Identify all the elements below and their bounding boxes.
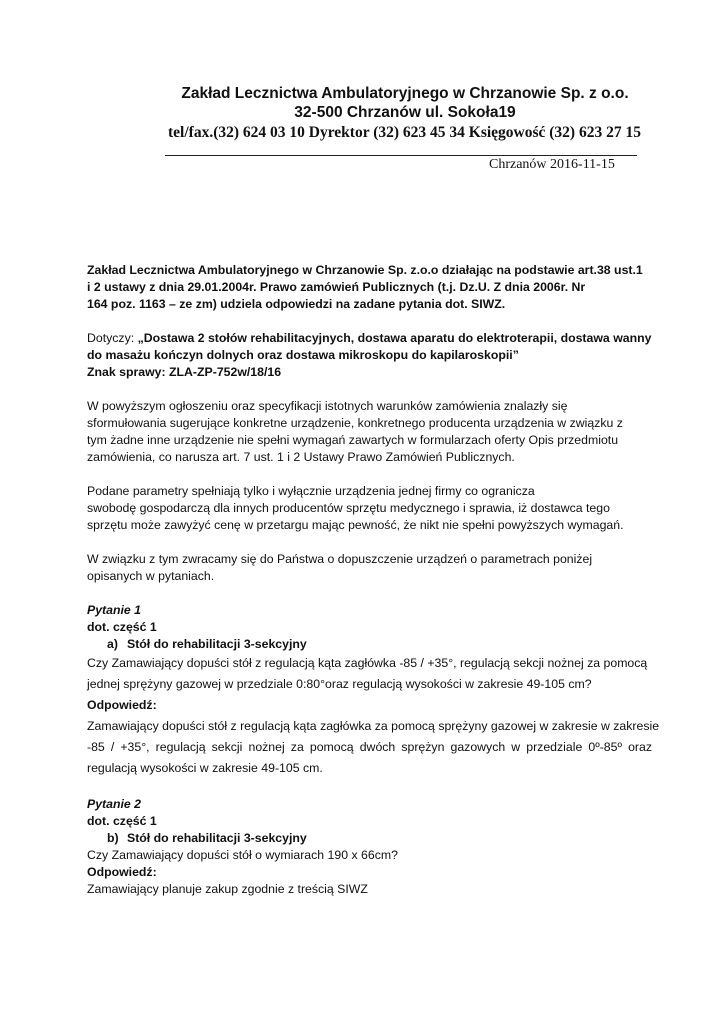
paragraph-line: zamówienia, co narusza art. 7 ust. 1 i 2 Ustawy Prawo Zamówień Publicznych. bbox=[87, 450, 515, 464]
question-part: dot. część 1 bbox=[87, 814, 157, 828]
case-number: Znak sprawy: ZLA-ZP-752w/18/16 bbox=[87, 365, 282, 379]
paragraph-line: swobodę gospodarczą dla innych producentów sprzętu medycznego i sprawia, iż dostawca tego bbox=[87, 501, 610, 515]
question-title: Pytanie 1 bbox=[87, 603, 141, 617]
paragraph-1 bbox=[87, 398, 652, 466]
answer-label: Odpowiedź: bbox=[87, 698, 157, 712]
question-text: Czy Zamawiający dopuści stół o wymiarach 190 x 66cm? bbox=[87, 848, 398, 862]
answer-label: Odpowiedź: bbox=[87, 865, 157, 879]
subject-title-cont: do masażu kończyn dolnych oraz dostawa mikroskopu do kapilaroskopii” bbox=[87, 348, 519, 362]
header-divider bbox=[165, 155, 637, 156]
subject-prefix: Dotyczy: bbox=[87, 331, 138, 345]
paragraph-line: W powyższym ogłoszeniu oraz specyfikacji istotnych warunków zamówienia znalazły się bbox=[87, 399, 568, 413]
document-date: Chrzanów 2016-11-15 bbox=[489, 157, 615, 172]
subject-title: „Dostawa 2 stołów rehabilitacyjnych, dostawa aparatu do elektroterapii, dostawa wanny bbox=[137, 331, 652, 345]
company-name: Zakład Lecznictwa Ambulatoryjnego w Chrzanowie Sp. z o.o. bbox=[181, 85, 629, 102]
answer-text: -85 / +35°, regulacją sekcji nożnej za pomocą dwóch sprężyn gazowych w przedziale 0º-85º oraz bbox=[87, 740, 652, 754]
letter-body bbox=[87, 262, 660, 898]
paragraph-line: sformułowania sugerujące konkretne urządzenie, konkretnego producenta urządzenia w związku z bbox=[87, 416, 623, 430]
intro-line: i 2 ustawy z dnia 29.01.2004r. Prawo zamówień Publicznych (t.j. Dz.U. Z dnia 2006r. Nr bbox=[87, 280, 586, 294]
paragraph-line: opisanych w pytaniach. bbox=[87, 569, 215, 583]
company-address: 32-500 Chrzanów ul. Sokoła19 bbox=[294, 104, 516, 121]
paragraph-line: sprzętu może zawyżyć cenę w przetargu mając pewność, że nikt nie spełni powyższych wymagań. bbox=[87, 518, 624, 532]
paragraph-3 bbox=[87, 551, 652, 585]
answer-text: Zamawiający dopuści stół z regulacją kąta zagłówka za pomocą sprężyny gazowej w zakresie w zakresie bbox=[87, 719, 660, 733]
item-label: Stół do rehabilitacji 3-sekcyjny bbox=[127, 831, 307, 845]
paragraph-2 bbox=[87, 483, 652, 534]
item-letter: a) bbox=[107, 637, 118, 651]
paragraph-line: tym żadne inne urządzenie nie spełni wymagań zawartych w formularzach oferty Opis przedmiotu bbox=[87, 433, 619, 447]
question-part: dot. część 1 bbox=[87, 620, 157, 634]
question-item bbox=[87, 636, 652, 653]
question-item bbox=[87, 830, 652, 847]
company-phones: tel/fax.(32) 624 03 10 Dyrektor (32) 623 45 34 Księgowość (32) 623 27 15 bbox=[168, 124, 641, 141]
paragraph-line: Podane parametry spełniają tylko i wyłącznie urządzenia jednej firmy co ogranicza bbox=[87, 484, 535, 498]
question-2 bbox=[87, 796, 652, 898]
answer-text: Zamawiający planuje zakup zgodnie z treścią SIWZ bbox=[87, 882, 368, 896]
item-letter: b) bbox=[107, 831, 119, 845]
subject-block bbox=[87, 330, 652, 381]
intro-paragraph bbox=[87, 262, 652, 313]
paragraph-line: W związku z tym zwracamy się do Państwa o dopuszczenie urządzeń o parametrach poniżej bbox=[87, 552, 593, 566]
intro-line: 164 poz. 1163 – ze zm) udziela odpowiedzi na zadane pytania dot. SIWZ. bbox=[87, 297, 506, 311]
intro-line: Zakład Lecznictwa Ambulatoryjnego w Chrzanowie Sp. z.o.o działając na podstawie art.38 ust.1 bbox=[87, 263, 643, 277]
question-text: jednej sprężyny gazowej w przedziale 0:80°oraz regulacją wysokości w zakresie 49-105 cm? bbox=[87, 677, 592, 691]
question-1 bbox=[87, 602, 660, 779]
question-title: Pytanie 2 bbox=[87, 797, 141, 811]
answer-text: regulacją wysokości w zakresie 49-105 cm. bbox=[87, 761, 323, 775]
item-label: Stół do rehabilitacji 3-sekcyjny bbox=[127, 637, 307, 651]
question-text: Czy Zamawiający dopuści stół z regulacją kąta zagłówka -85 / +35°, regulacją sekcji nożnej za pomocą bbox=[87, 656, 648, 670]
